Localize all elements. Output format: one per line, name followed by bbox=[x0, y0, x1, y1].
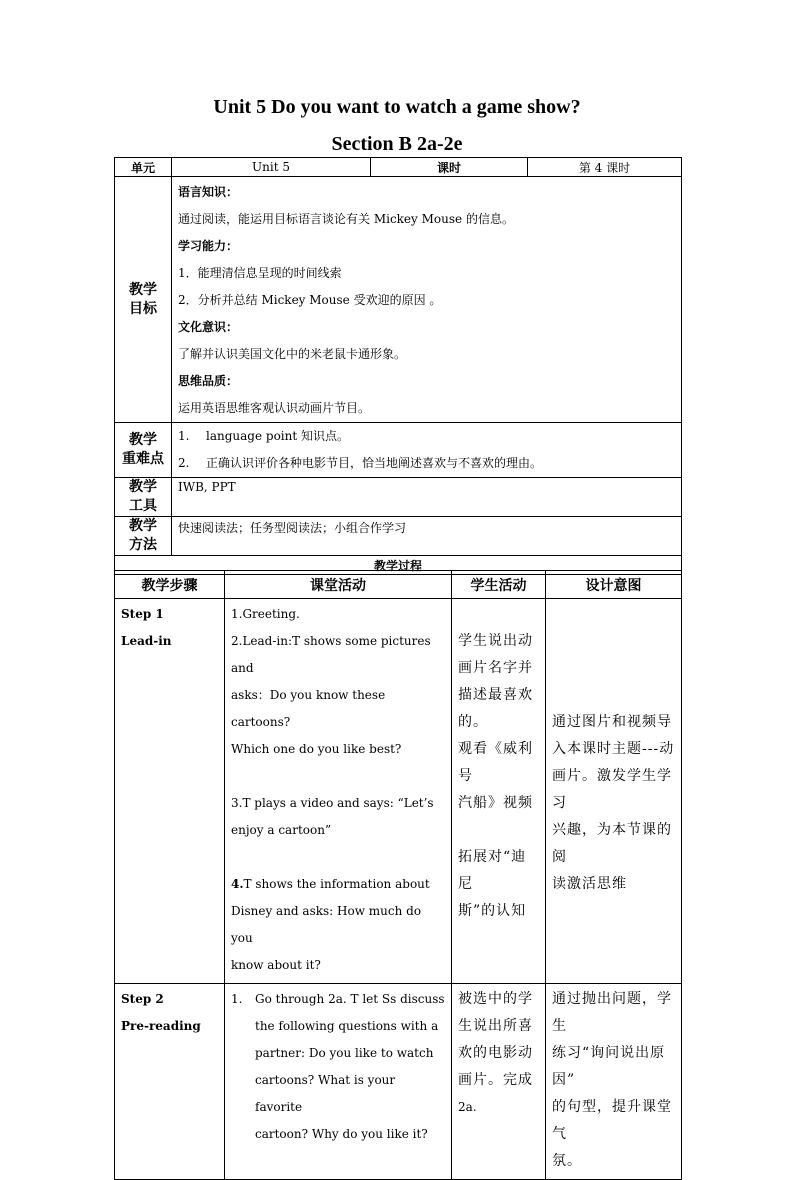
document-subtitle: Section B 2a-2e bbox=[331, 133, 463, 155]
unit-label: 单元 bbox=[115, 158, 172, 177]
period-label: 课时 bbox=[371, 158, 528, 177]
objective-line: 2．分析并总结 Mickey Mouse 受欢迎的原因 。 bbox=[178, 293, 442, 307]
objective-line: 了解并认识美国文化中的米老鼠卡通形象。 bbox=[178, 347, 407, 361]
objective-line: 运用英语思维客观认识动画片节目。 bbox=[178, 401, 371, 415]
step-2-design: 通过抛出问题，学生 练习“询问说出原因” 的句型，提升课堂气 氛。 bbox=[546, 984, 682, 1180]
process-table bbox=[114, 570, 682, 1180]
objective-line: 文化意识： bbox=[178, 320, 239, 334]
process-title: 教学过程 bbox=[115, 556, 682, 575]
objective-line: 思维品质： bbox=[178, 374, 239, 388]
tools-label: 教学 工具 bbox=[115, 478, 172, 517]
objective-line: 通过阅读，能运用目标语言谈论有关 Mickey Mouse 的信息。 bbox=[178, 212, 514, 226]
column-header: 教学步骤 bbox=[115, 571, 225, 599]
objectives-label: 教学 目标 bbox=[115, 177, 172, 423]
methods-value: 快速阅读法；任务型阅读法；小组合作学习 bbox=[172, 517, 682, 556]
key-point-item: 2. 正确认识评价各种电影节目，恰当地阐述喜欢与不喜欢的理由。 bbox=[178, 456, 543, 470]
objective-line: 1．能理清信息呈现的时间线索 bbox=[178, 266, 342, 280]
objective-line: 语言知识： bbox=[178, 185, 239, 199]
key-points-label: 教学 重难点 bbox=[115, 423, 172, 478]
step-2-student-activity: 被选中的学 生说出所喜 欢的电影动 画片。完成 2a. bbox=[452, 984, 546, 1180]
key-point-item: 1. language point 知识点。 bbox=[178, 429, 349, 443]
step-1-design: 通过图片和视频导 入本课时主题---动 画片。激发学生学习 兴趣，为本节课的阅 读激活思维 bbox=[546, 599, 682, 984]
column-header: 课堂活动 bbox=[225, 571, 452, 599]
objective-line: 学习能力： bbox=[178, 239, 239, 253]
step-1-name: Step 1 Lead-in bbox=[115, 599, 225, 984]
document-title: Unit 5 Do you want to watch a game show? bbox=[213, 96, 581, 118]
step-1-activity: 1.Greeting. 2.Lead-in:T shows some pictures and asks：Do you know these cartoons? Which one do you like best? 3.T plays a video and says: “Let’s enjoy a cartoon” 4.T shows the information about Disney and asks: How much do you know about it? bbox=[225, 599, 452, 984]
step-1-student-activity: 学生说出动 画片名字并 描述最喜欢 的。 观看《威利号 汽船》视频 拓展对“迪尼 斯”的认知 bbox=[452, 599, 546, 984]
column-header: 设计意图 bbox=[546, 571, 682, 599]
step-2-name: Step 2 Pre-reading bbox=[115, 984, 225, 1180]
tools-value: IWB, PPT bbox=[172, 478, 682, 517]
column-header: 学生活动 bbox=[452, 571, 546, 599]
objectives-content bbox=[172, 177, 682, 423]
methods-label: 教学 方法 bbox=[115, 517, 172, 556]
lesson-info-table bbox=[114, 157, 682, 575]
key-points-content bbox=[172, 423, 682, 478]
period-value: 第 4 课时 bbox=[528, 158, 682, 177]
unit-value: Unit 5 bbox=[172, 158, 371, 177]
step-2-activity: 1. Go through 2a. T let Ss discuss the following questions with a partner: Do you like to watch cartoons? What is your favorite cartoon? Why do you like it? bbox=[225, 984, 452, 1180]
